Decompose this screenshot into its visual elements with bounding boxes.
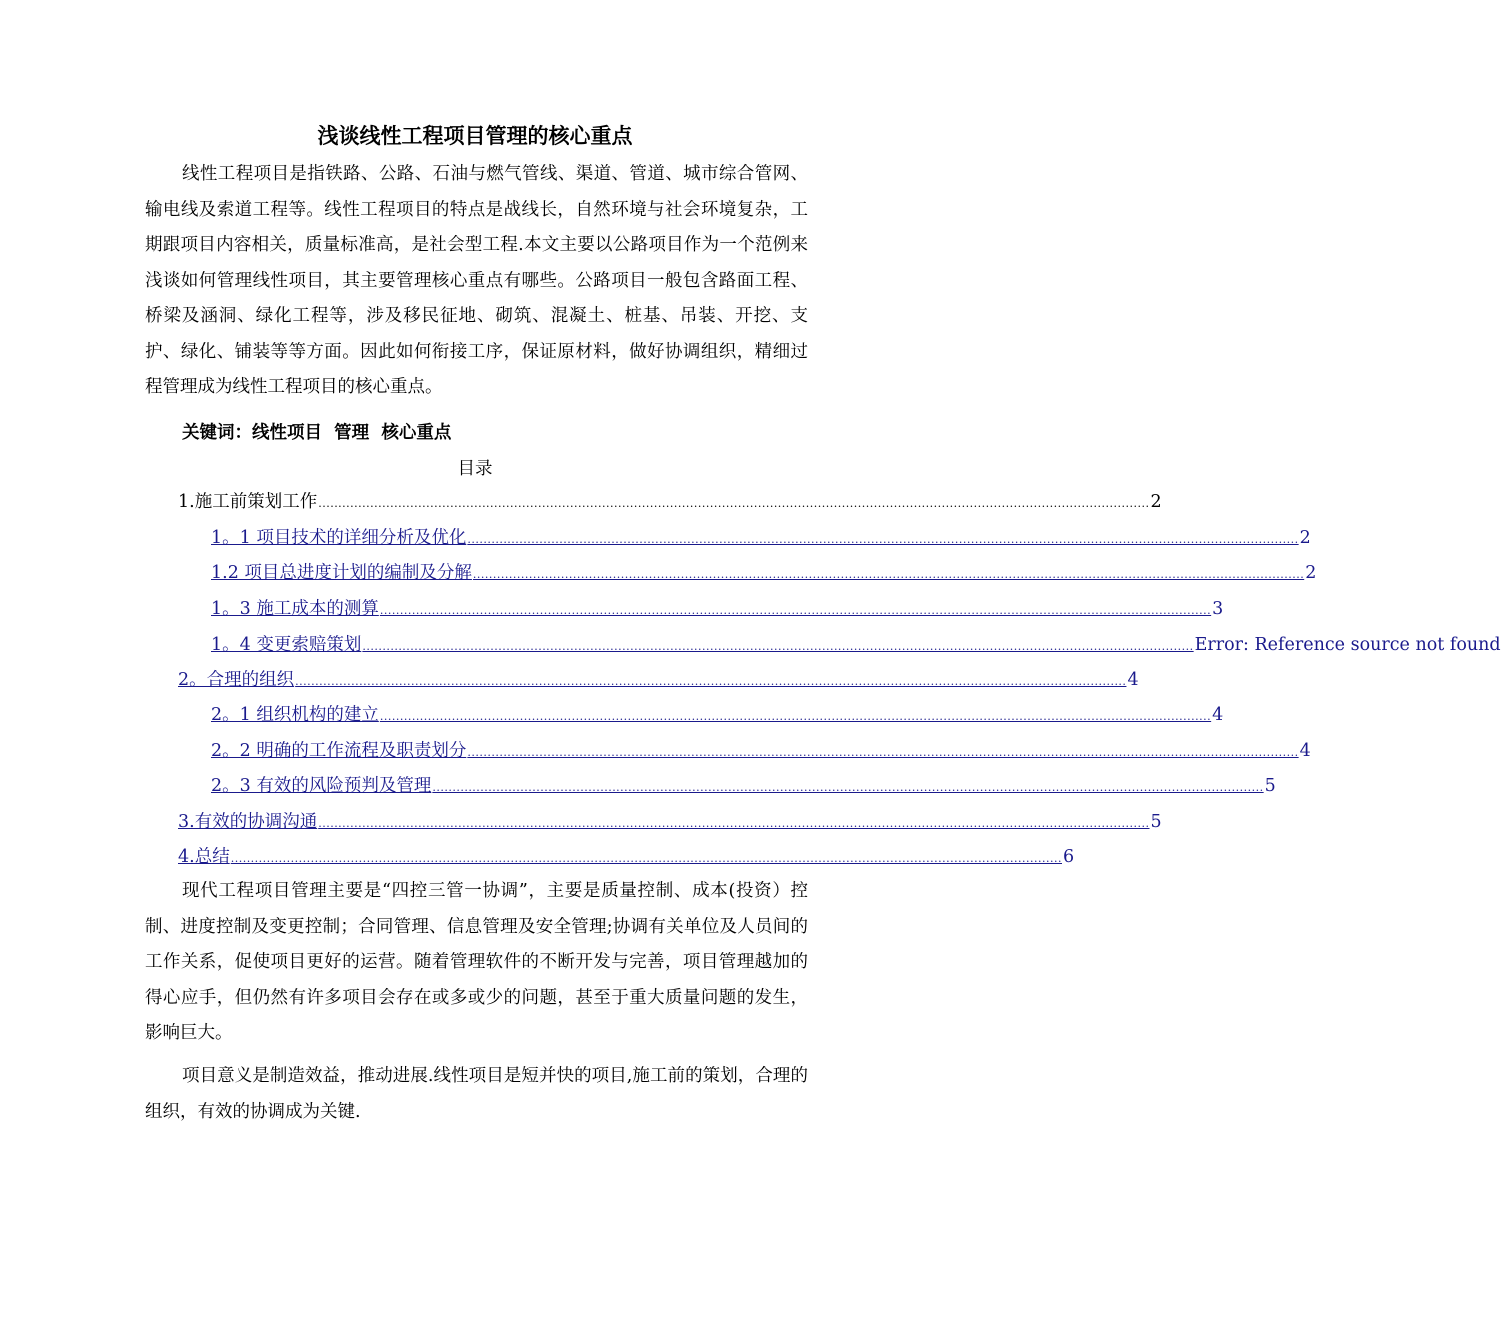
toc-heading: 目录 [457,459,493,479]
toc-leader-dots: ................................................................................................................................................................................................................ [432,781,1264,794]
toc-entry-page: 4 [1127,670,1139,690]
toc-link[interactable] [211,595,1224,623]
toc-entry-label: 2。1 组织机构的建立 [211,705,379,725]
toc-leader-dots: ................................................................................................................................................................................................................ [318,817,1150,830]
toc-leader-dots: ................................................................................................................................................................................................................ [230,852,1062,865]
toc-leader-dots: ................................................................................................................................................................................................................ [362,640,1194,653]
toc-entry-label: 4.总结 [178,847,230,867]
toc-entry-label: 2。3 有效的风险预判及管理 [211,776,432,796]
body-paragraph: 现代工程项目管理主要是“四控三管一协调”，主要是质量控制、成本(投资）控制、进度控制及变更控制；合同管理、信息管理及安全管理;协调有关单位及人员间的工作关系，促使项目更好的运营。随着管理软件的不断开发与完善，项目管理越加的得心应手，但仍然有许多项目会存在或多或少的问题，甚至于重大质量问题的发生，影响巨大。 [145,881,808,1043]
toc-leader-dots: ................................................................................................................................................................................................................ [467,746,1299,759]
toc-entry-page: 6 [1063,847,1075,867]
toc-entry-page: 2 [1305,563,1317,583]
toc-leader-dots: ................................................................................................................................................................................................................ [295,675,1127,688]
toc-link[interactable] [211,737,1311,765]
toc-leader-dots: ................................................................................................................................................................................................................ [467,533,1299,546]
document-title: 浅谈线性工程项目管理的核心重点 [317,123,633,148]
toc-entry-label: 2。合理的组织 [178,670,295,690]
toc-entry-page: 3 [1212,599,1224,619]
toc-entry-label: 1。4 变更索赔策划 [211,635,362,655]
toc-entry-page: 5 [1264,776,1276,796]
toc-entry-page: 2 [1299,528,1311,548]
keywords-line: 关键词：线性项目 管理 核心重点 [182,423,452,443]
toc-entry-page: 5 [1150,812,1162,832]
toc-entry-page: 2 [1150,492,1162,512]
toc-entry-label: 1.2 项目总进度计划的编制及分解 [211,563,472,583]
toc-entry-label: 1。1 项目技术的详细分析及优化 [211,528,467,548]
toc-leader-dots: ................................................................................................................................................................................................................ [472,568,1305,581]
toc-link[interactable] [211,524,1311,552]
toc-link[interactable] [211,772,1276,800]
toc-link[interactable] [211,559,1317,587]
toc-entry-label: 2。2 明确的工作流程及职责划分 [211,741,467,761]
abstract-paragraph: 线性工程项目是指铁路、公路、石油与燃气管线、渠道、管道、城市综合管网、输电线及索道工程等。线性工程项目的特点是战线长，自然环境与社会环境复杂，工期跟项目内容相关，质量标准高，是社会型工程.本文主要以公路项目作为一个范例来浅谈如何管理线性项目，其主要管理核心重点有哪些。公路项目一般包含路面工程、桥梁及涵洞、绿化工程等，涉及移民征地、砌筑、混凝土、桩基、吊装、开挖、支护、绿化、铺装等等方面。因此如何衔接工序，保证原材料，做好协调组织，精细过程管理成为线性工程项目的核心重点。 [145,164,808,397]
body-paragraph: 项目意义是制造效益，推动进展.线性项目是短并快的项目,施工前的策划，合理的组织，有效的协调成为关键. [145,1066,808,1122]
toc-link[interactable] [211,631,1501,659]
toc-link[interactable] [211,701,1224,729]
toc-leader-dots: ................................................................................................................................................................................................................ [379,710,1212,723]
toc-link[interactable] [178,808,1162,836]
toc-entry-page: 4 [1212,705,1224,725]
toc-link[interactable] [178,843,1075,871]
toc-entry-page: 4 [1299,741,1311,761]
toc-entry-label: 1。3 施工成本的测算 [211,599,379,619]
toc-entry [178,488,1162,516]
toc-leader-dots: ................................................................................................................................................................................................................ [379,604,1212,617]
toc-entry-page: Error: Reference source not found [1194,635,1501,655]
toc-entry-label: 3.有效的协调沟通 [178,812,318,832]
toc-link[interactable] [178,666,1139,694]
toc-leader-dots: ................................................................................................................................................................................................................ [318,497,1150,510]
toc-entry-label: 1.施工前策划工作 [178,492,318,512]
